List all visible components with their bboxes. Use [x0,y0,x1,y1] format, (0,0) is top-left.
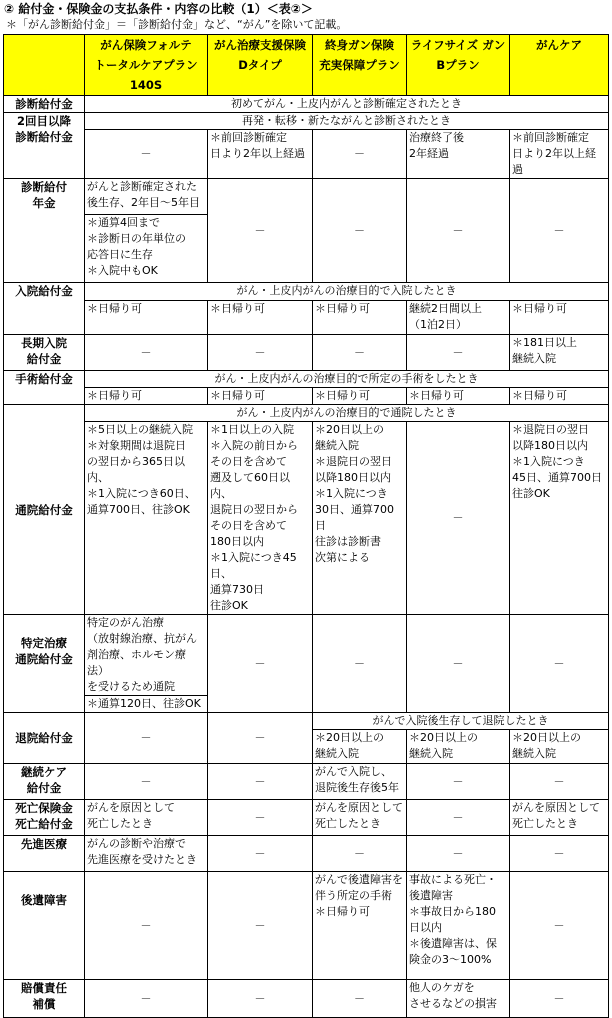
advanced-d-type: － [208,836,313,872]
diagnosis-second-d-type: ＊前回診断確定 日より2年以上経過 [208,130,313,179]
liability-d-type: － [208,980,313,1018]
liability-lifetime: － [313,980,407,1018]
death-lifetime: がんを原因として 死亡したとき [313,800,407,836]
surgery-lifesize: ＊日帰り可 [407,388,510,405]
discharge-condition: がんで入院後生存して退院したとき [313,713,609,730]
row-label-special-treatment: 特定治療 通院給付金 [4,615,85,713]
row-label-disability: 後遺障害 [4,872,85,980]
row-label-surgery: 手術給付金 [4,371,85,405]
row-label-advanced-medical: 先進医療 [4,836,85,872]
diagnosis-condition: 初めてがん・上皮内がんと診断確定されたとき [85,96,609,113]
outpatient-lifetime: ＊20日以上の 継続入院 ＊退院日の翌日 以降180日以内 ＊1入院につき 30日、通算700日 往診は診断書 次第による [313,422,407,615]
hospitalization-condition: がん・上皮内がんの治療目的で入院したとき [85,283,609,301]
diagnosis-second-lifetime: － [313,130,407,179]
liability-gancare: － [510,980,609,1018]
outpatient-d-type: ＊1日以上の入院 ＊入院の前日から その日を含めて 遡及して60日以内、 退院日の翌日から その日を含めて 180日以内 ＊1入院につき45日、 通算730日 往診OK [208,422,313,615]
discharge-lifetime: ＊20日以上の 継続入院 [313,730,407,764]
death-gancare: がんを原因として 死亡したとき [510,800,609,836]
column-header-gancare: がんケア [510,35,609,96]
page-note: ＊「がん診断給付金」＝「診断給付金」など、“がん”を除いて記載。 [6,18,348,31]
discharge-gancare: ＊20日以上の 継続入院 [510,730,609,764]
row-label-outpatient: 通院給付金 [4,405,85,615]
hospitalization-d-type: ＊日帰り可 [208,301,313,335]
annuity-lifesize: － [407,179,510,283]
annuity-lifetime: － [313,179,407,283]
disability-forte: － [85,872,208,980]
row-label-death: 死亡保険金 死亡給付金 [4,800,85,836]
advanced-gancare: － [510,836,609,872]
row-label-hospitalization: 入院給付金 [4,283,85,335]
long-hosp-lifetime: － [313,335,407,371]
advanced-lifesize: － [407,836,510,872]
long-hosp-forte: － [85,335,208,371]
comparison-table [3,34,609,1018]
discharge-d-type: － [208,713,313,764]
annuity-forte-condition: がんと診断確定された 後生存、2年目～5年目 [85,179,208,215]
diagnosis-second-lifesize: 治療終了後 2年経過 [407,130,510,179]
surgery-lifetime: ＊日帰り可 [313,388,407,405]
annuity-gancare: － [510,179,609,283]
row-label-discharge: 退院給付金 [4,713,85,764]
special-lifesize: － [407,615,510,713]
special-gancare: － [510,615,609,713]
care-d-type: － [208,764,313,800]
column-header-lifesize: ライフサイズ ガン Bプラン [407,35,510,96]
row-label-liability: 賠償責任 補償 [4,980,85,1018]
surgery-gancare: ＊日帰り可 [510,388,609,405]
outpatient-lifesize: － [407,422,510,615]
annuity-d-type: － [208,179,313,283]
disability-gancare: － [510,872,609,980]
advanced-lifetime: － [313,836,407,872]
row-label-diagnosis: 診断給付金 [4,96,85,113]
column-header-d-type: がん治療支援保険 Dタイプ [208,35,313,96]
outpatient-forte: ＊5日以上の継続入院 ＊対象期間は退院日 の翌日から365日以内、 ＊1入院につき60日、 通算700日、往診OK [85,422,208,615]
surgery-forte: ＊日帰り可 [85,388,208,405]
long-hosp-gancare: ＊181日以上 継続入院 [510,335,609,371]
surgery-d-type: ＊日帰り可 [208,388,313,405]
page-title: ② 給付金・保険金の支払条件・内容の比較（1）＜表②＞ [4,2,313,16]
surgery-condition: がん・上皮内がんの治療目的で所定の手術をしたとき [85,371,609,388]
care-lifetime: がんで入院し、 退院後生存後5年 [313,764,407,800]
row-label-diagnosis-second: 2回目以降 診断給付金 [4,113,85,179]
column-header-lifetime: 終身ガン保険 充実保障プラン [313,35,407,96]
outpatient-condition: がん・上皮内がんの治療目的で通院したとき [85,405,609,422]
disability-lifesize: 事故による死亡・ 後遺障害 ＊事故日から180 日以内 ＊後遺障害は、保 険金の3～100% [407,872,510,980]
long-hosp-lifesize: － [407,335,510,371]
hospitalization-forte: ＊日帰り可 [85,301,208,335]
row-label-continued-care: 継続ケア 給付金 [4,764,85,800]
special-lifetime: － [313,615,407,713]
outpatient-gancare: ＊退院日の翌日 以降180日以内 ＊1入院につき 45日、通算700日 往診OK [510,422,609,615]
disability-d-type: － [208,872,313,980]
special-forte-condition: 特定のがん治療 （放射線治療、抗がん 剤治療、ホルモン療法） を受けるため通院 [85,615,208,696]
disability-lifetime: がんで後遺障害を 伴う所定の手術 ＊日帰り可 [313,872,407,980]
liability-lifesize: 他人のケガを させるなどの損害 [407,980,510,1018]
annuity-forte-notes: ＊通算4回まで ＊診断日の年単位の 応答日に生存 ＊入院中もOK [85,215,208,283]
long-hosp-d-type: － [208,335,313,371]
discharge-lifesize: ＊20日以上の 継続入院 [407,730,510,764]
liability-forte: － [85,980,208,1018]
care-gancare: － [510,764,609,800]
hospitalization-lifetime: ＊日帰り可 [313,301,407,335]
diagnosis-second-forte: － [85,130,208,179]
special-forte-notes: ＊通算120日、往診OK [85,696,208,713]
death-lifesize: － [407,800,510,836]
discharge-forte: － [85,713,208,764]
death-d-type: － [208,800,313,836]
hospitalization-gancare: ＊日帰り可 [510,301,609,335]
care-forte: － [85,764,208,800]
header-corner [4,35,85,96]
hospitalization-lifesize: 継続2日間以上 （1泊2日） [407,301,510,335]
death-forte: がんを原因として 死亡したとき [85,800,208,836]
diagnosis-second-condition: 再発・転移・新たながんと診断されたとき [85,113,609,130]
care-lifesize: － [407,764,510,800]
special-d-type: － [208,615,313,713]
row-label-long-hospitalization: 長期入院 給付金 [4,335,85,371]
advanced-forte: がんの診断や治療で 先進医療を受けたとき [85,836,208,872]
column-header-forte: がん保険フォルテ トータルケアプラン 140S [85,35,208,96]
row-label-annuity: 診断給付 年金 [4,179,85,283]
diagnosis-second-gancare: ＊前回診断確定 日より2年以上経過 [510,130,609,179]
